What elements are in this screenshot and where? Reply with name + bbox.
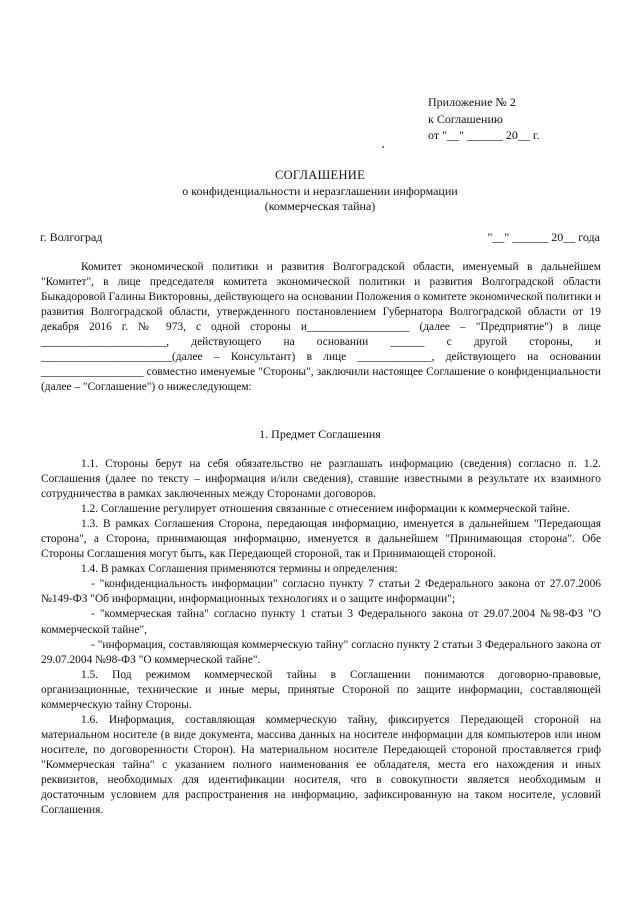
document-subtitle: о конфиденциальности и неразглашении информации <box>182 184 458 198</box>
section-heading: 1. Предмет Соглашения <box>259 427 381 441</box>
preamble-block <box>41 260 601 395</box>
clause-1-1: 1.1. Стороны берут на себя обязательство не разглашать информацию (сведения) согласно п. 1.2. Соглашения (далее по тексту – информация и/или сведения), ставшие известными в результате их взаимного сотрудничества в рамках заключенных между Сторонами договоров. <box>41 458 601 501</box>
annex-number: Приложение № 2 <box>428 95 516 109</box>
clause-1-6: 1.6. Информация, составляющая коммерческую тайну, фиксируется Передающей стороной на материальном носителе (в виде документа, массива данных на носителе информации для компьютеров или ином носителе, по договоренности Сторон). На материальном носителе Передающей стороной проставляется гриф "Коммерческая тайна" с указанием полного наименования ее обладателя, места его нахождения и иных реквизитов, необходимых для идентификации носителя, что в совокупности является необходимым и достаточным условием для распространения на информацию, зафиксированную на таком носителе, условий Соглашения. <box>41 713 601 817</box>
preamble-paragraph: Комитет экономической политики и развития Волгоградской области, именуемый в дальнейшем "Комитет", в лице председателя комитета экономической политики и развития Волгоградской области Быкадоровой Галины Викторовны, действующего на основании Положения о комитете экономической политики и развития Волгоградской области, утвержденного постановлением Губернатора Волгоградской области от 19 декабря 2016 г. № 973, с одной стороны и__________________ (далее – "Предприятие") в лице ______________________, действующего на основании ______ с другой стороны, и _______________________(далее – Консультант) в лице _____________, действующего на основании __________________ совместно именуемые "Стороны", заключили настоящее Соглашение о конфиденциальности (далее – "Соглашение") о нижеследующем: <box>41 261 601 394</box>
clause-1-5: 1.5. Под режимом коммерческой тайны в Соглашении понимаются договорно-правовые, организационные, технические и иные меры, принятые Стороной по защите информации, составляющей коммерческую тайну Стороны. <box>41 668 601 711</box>
agreement-date: "__" ______ 20__ года <box>487 230 600 244</box>
clause-1-3: 1.3. В рамках Соглашения Сторона, передающая информацию, именуется в дальнейшем "Передающая сторона", а Сторона, принимающая информацию, именуется в дальнейшем "Принимающая сторона". Обе Стороны Соглашения могут быть, как Передающей стороной, так и Принимающей стороной. <box>41 518 601 561</box>
clause-1-4: 1.4. В рамках Соглашения применяются термины и определения: <box>81 563 398 576</box>
clause-1-2: 1.2. Соглашение регулирует отношения связанные с отнесением информации к коммерческой тайне. <box>81 503 570 516</box>
definition-item: - "коммерческая тайна" согласно пункту 1 статьи 3 Федерального закона от 29.07.2004 №98-ФЗ "О коммерческой тайне", <box>41 608 601 636</box>
annex-header <box>428 94 539 144</box>
document-subtitle-note: (коммерческая тайна) <box>264 199 376 213</box>
definition-item: - "конфиденциальность информации" согласно пункту 7 статьи 2 Федерального закона от 27.07.2006 №149-ФЗ "Об информации, информационных технологиях и о защите информации"; <box>41 578 601 606</box>
city: г. Волгоград <box>40 230 103 244</box>
definition-item: - "информация, составляющая коммерческую тайну" согласно пункту 2 статьи 3 Федерального закона от 29.07.2004 №98-ФЗ "О коммерческой тайне". <box>41 638 601 666</box>
annex-reference: к Соглашению <box>428 111 503 126</box>
scan-speck <box>382 146 384 148</box>
annex-date: от "__" ______ 20__ г. <box>428 128 540 142</box>
section-body <box>41 457 601 818</box>
place-date-line <box>40 230 600 245</box>
document-title: СОГЛАШЕНИЕ <box>274 168 366 182</box>
